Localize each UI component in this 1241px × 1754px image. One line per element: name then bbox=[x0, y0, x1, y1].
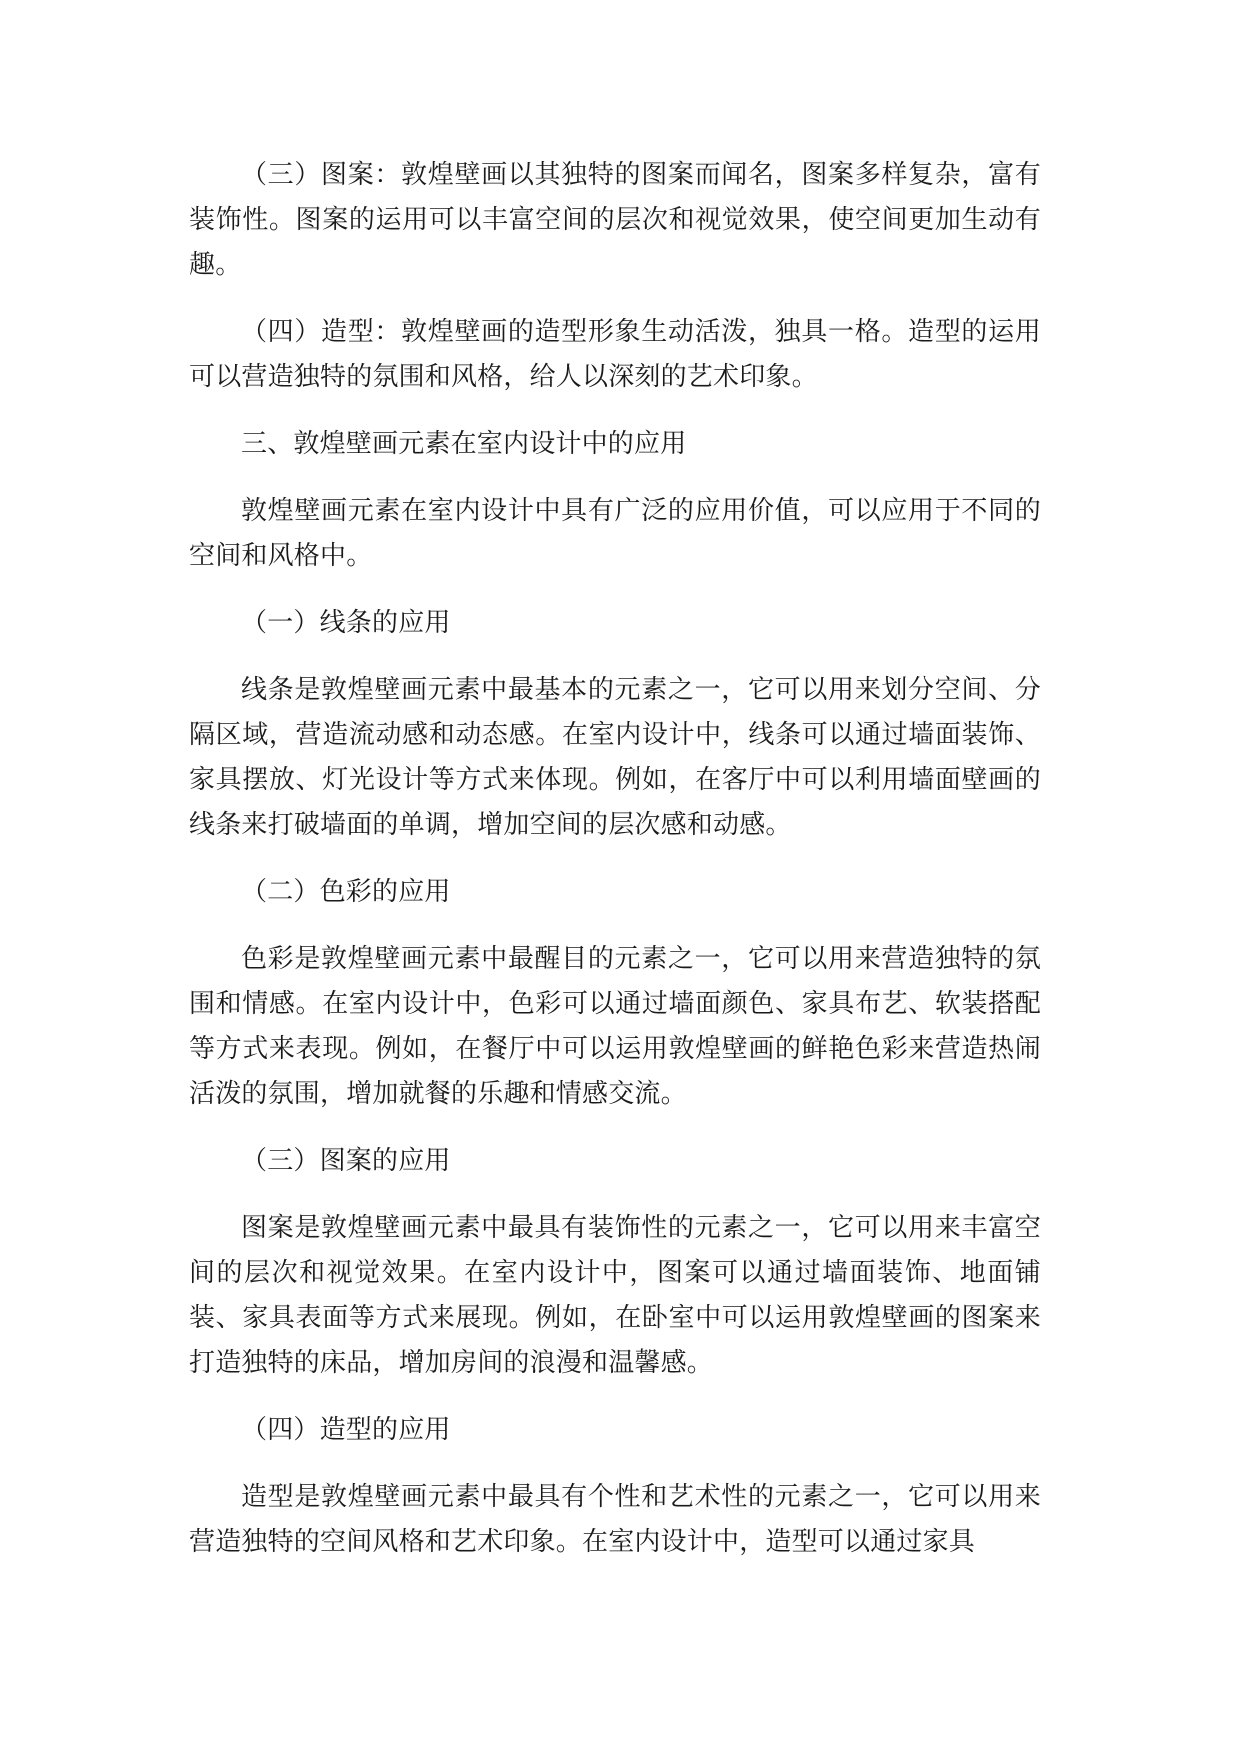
subheading-pattern: （三）图案的应用 bbox=[241, 1146, 451, 1176]
paragraph-pattern: （三）图案：敦煌壁画以其独特的图案而闻名，图案多样复杂，富有装饰性。图案的运用可以丰富空间的层次和视觉效果，使空间更加生动有趣。 bbox=[189, 160, 1041, 280]
paragraph-lines: 线条是敦煌壁画元素中最基本的元素之一，它可以用来划分空间、分隔区域，营造流动感和动态感。在室内设计中，线条可以通过墙面装饰、家具摆放、灯光设计等方式来体现。例如，在客厅中可以利用墙面壁画的线条来打破墙面的单调，增加空间的层次感和动感。 bbox=[189, 675, 1041, 840]
paragraph-form: （四）造型：敦煌壁画的造型形象生动活泼，独具一格。造型的运用可以营造独特的氛围和风格，给人以深刻的艺术印象。 bbox=[189, 317, 1041, 392]
paragraph-application-intro: 敦煌壁画元素在室内设计中具有广泛的应用价值，可以应用于不同的空间和风格中。 bbox=[189, 496, 1041, 571]
paragraph-pattern-application: 图案是敦煌壁画元素中最具有装饰性的元素之一，它可以用来丰富空间的层次和视觉效果。在室内设计中，图案可以通过墙面装饰、地面铺装、家具表面等方式来展现。例如，在卧室中可以运用敦煌壁画的图案来打造独特的床品，增加房间的浪漫和温馨感。 bbox=[189, 1213, 1041, 1378]
paragraph-form-application: 造型是敦煌壁画元素中最具有个性和艺术性的元素之一，它可以用来营造独特的空间风格和艺术印象。在室内设计中，造型可以通过家具 bbox=[189, 1482, 1041, 1557]
paragraph-color: 色彩是敦煌壁画元素中最醒目的元素之一，它可以用来营造独特的氛围和情感。在室内设计中，色彩可以通过墙面颜色、家具布艺、软装搭配等方式来表现。例如，在餐厅中可以运用敦煌壁画的鲜艳色彩来营造热闹活泼的氛围，增加就餐的乐趣和情感交流。 bbox=[189, 944, 1041, 1109]
document-body bbox=[189, 153, 1041, 1587]
section-heading-application: 三、敦煌壁画元素在室内设计中的应用 bbox=[241, 429, 687, 459]
subheading-form: （四）造型的应用 bbox=[241, 1415, 451, 1445]
subheading-color: （二）色彩的应用 bbox=[241, 877, 451, 907]
subheading-lines: （一）线条的应用 bbox=[241, 608, 451, 638]
